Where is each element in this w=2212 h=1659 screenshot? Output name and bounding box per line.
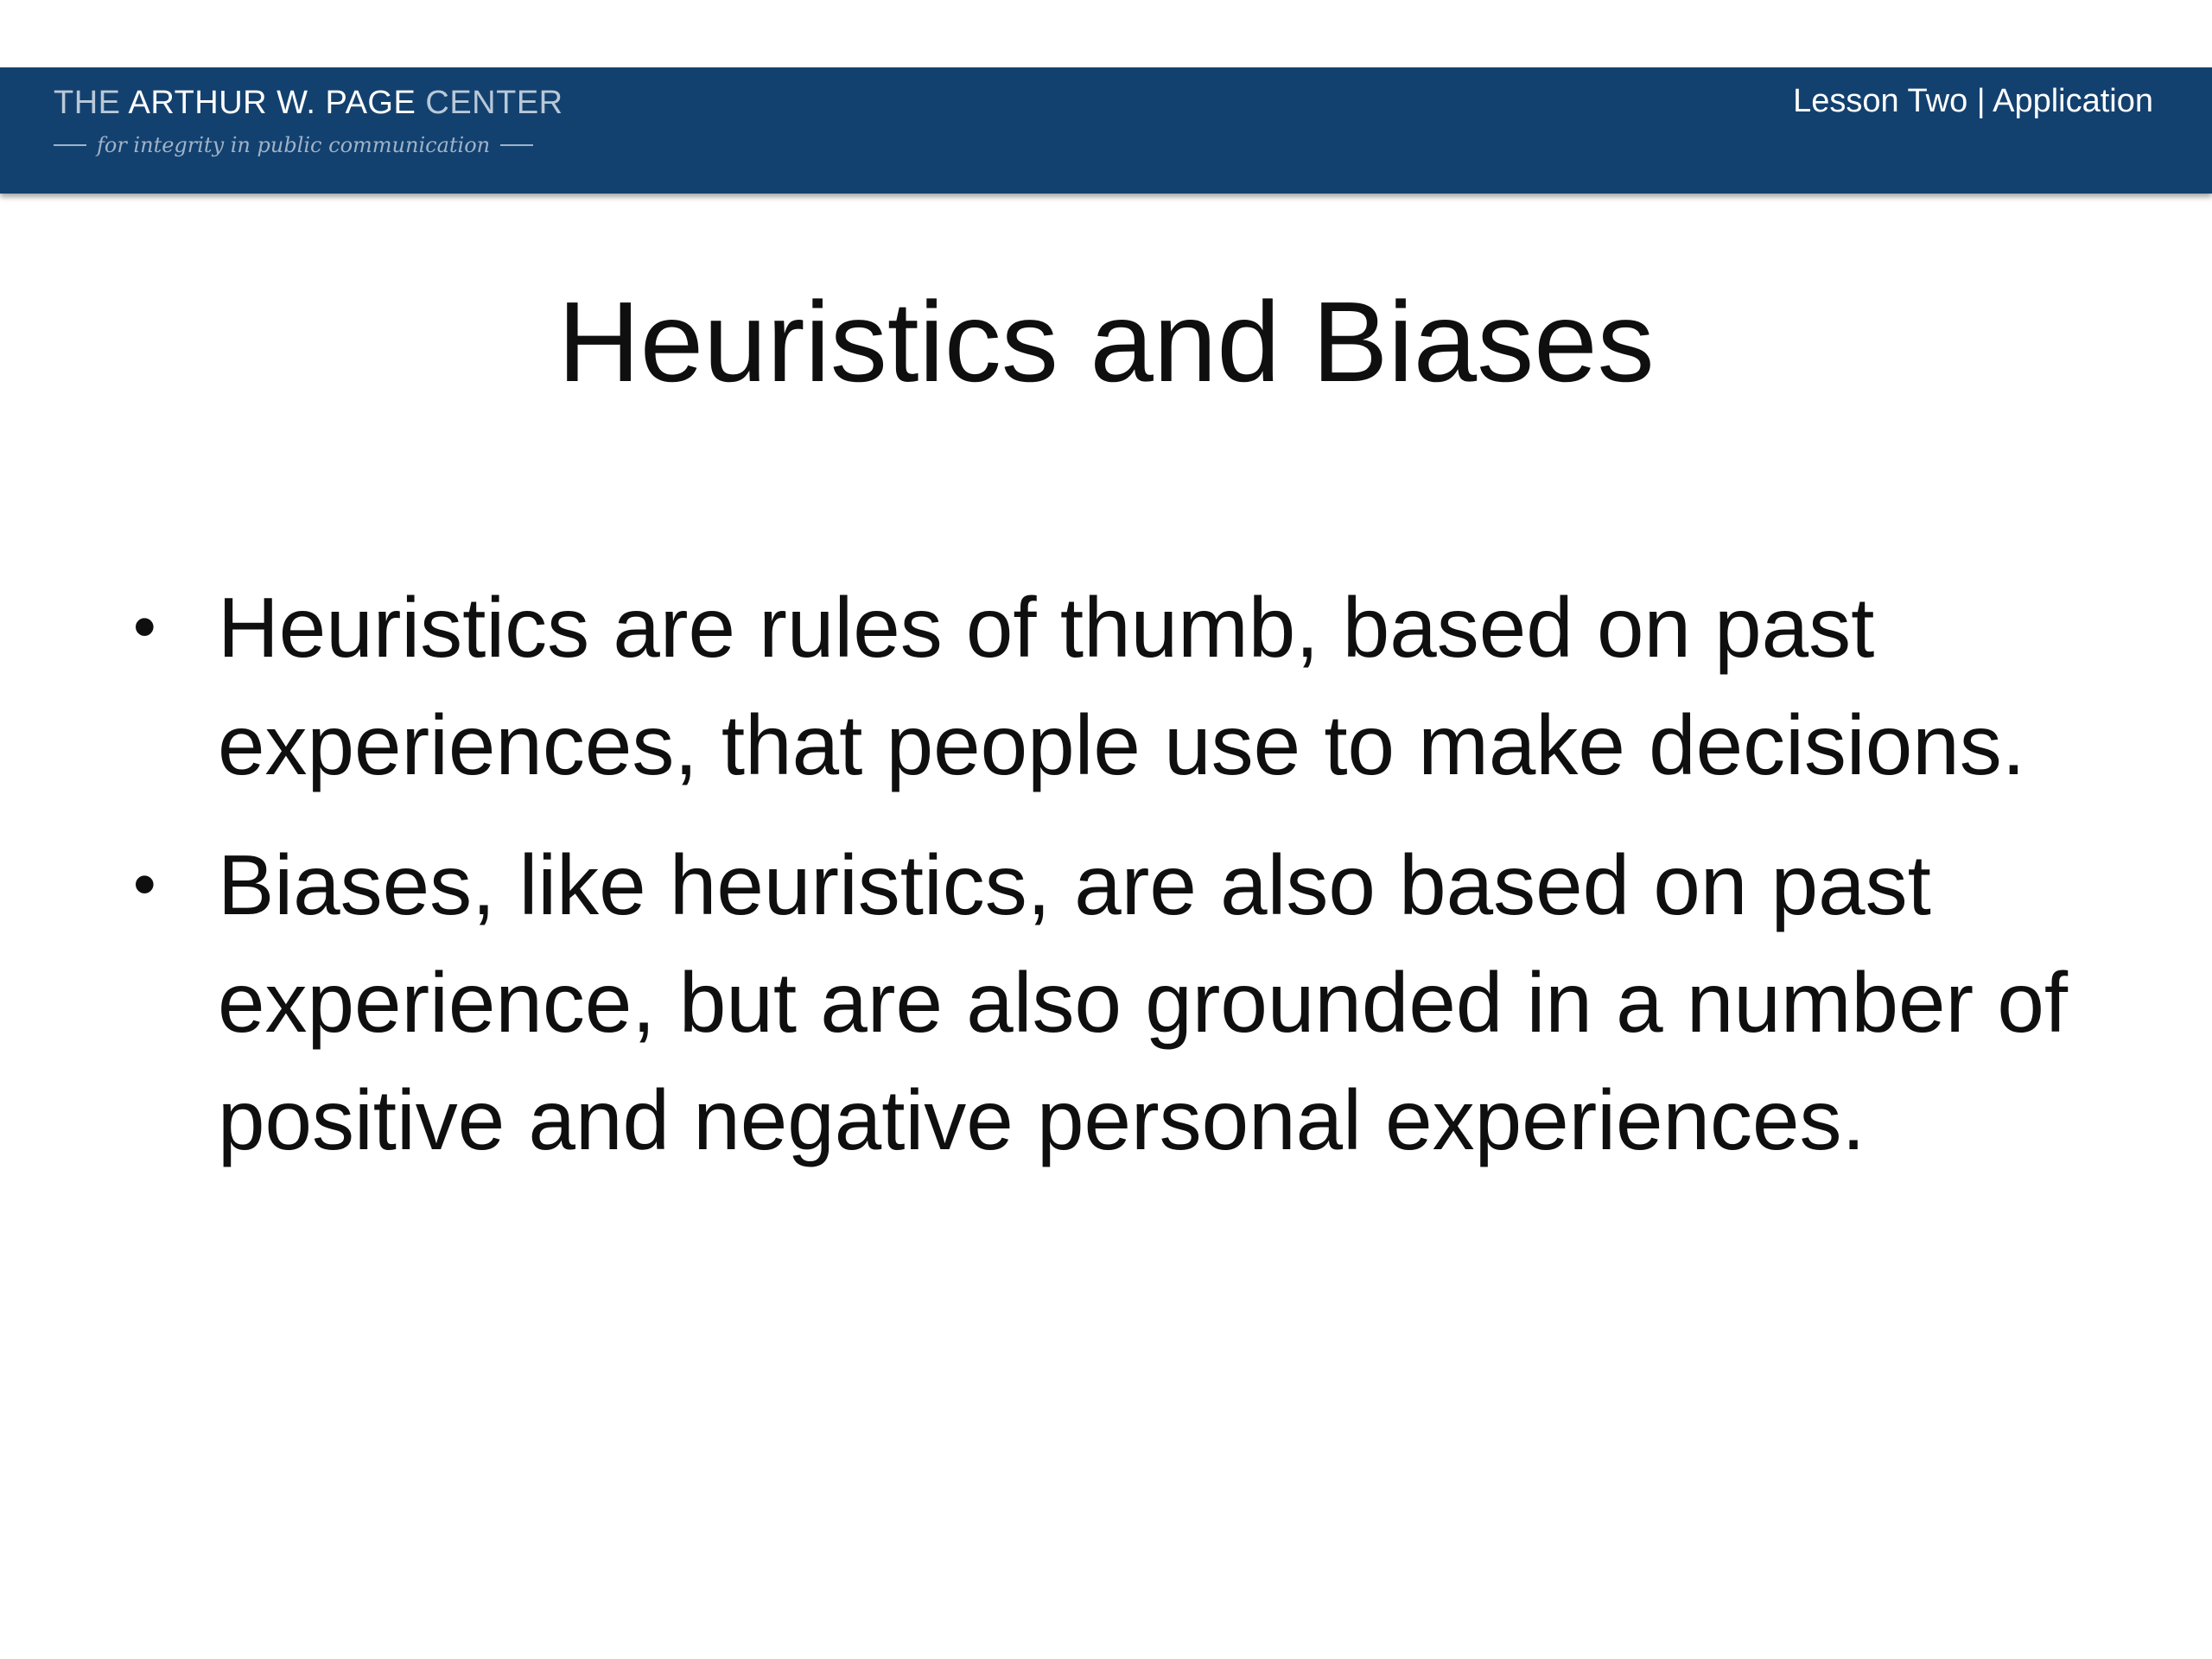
logo-name: ARTHUR W. PAGE: [128, 85, 416, 121]
lesson-label: Lesson Two | Application: [1793, 83, 2153, 119]
page-center-logo: [54, 86, 563, 157]
logo-wordmark: [54, 86, 563, 119]
logo-prefix: THE: [54, 85, 121, 121]
bullet-item: [130, 569, 2082, 804]
logo-tagline: for integrity in public communication: [97, 133, 491, 157]
logo-suffix: CENTER: [425, 85, 563, 121]
slide-title: Heuristics and Biases: [557, 278, 1655, 405]
header-bar: [0, 67, 2212, 194]
bullet-marker: •: [133, 848, 156, 921]
bullet-list: [130, 569, 2082, 1201]
bullet-item: [130, 826, 2082, 1179]
bullet-marker: •: [133, 590, 156, 664]
bullet-text: Heuristics are rules of thumb, based on past experiences, that people use to make decisions.: [218, 580, 2025, 792]
logo-rule-left: [54, 144, 86, 146]
logo-rule-right: [500, 144, 533, 146]
logo-tagline-row: [54, 133, 563, 157]
bullet-text: Biases, like heuristics, are also based on past experience, but are also grounded in a number of positive and negative personal experiences.: [218, 837, 2069, 1167]
